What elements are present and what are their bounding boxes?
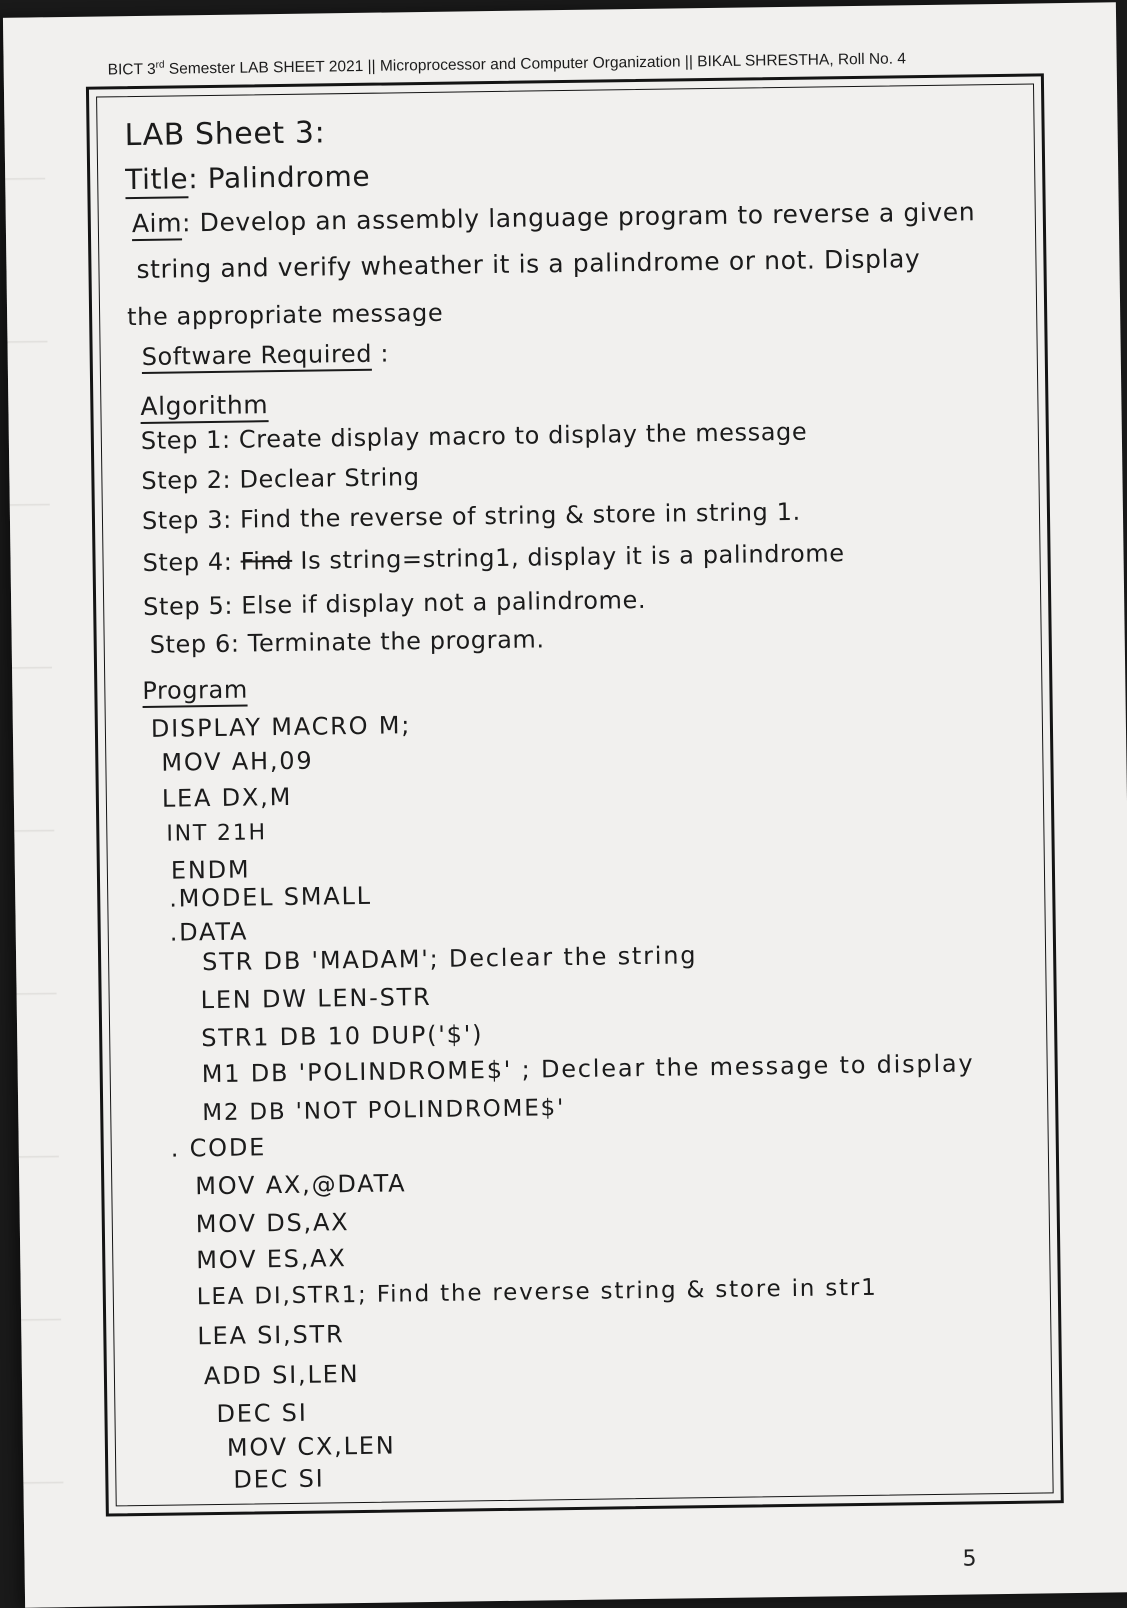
- aim-text-1: : Develop an assembly language program to reverse a given: [181, 197, 976, 238]
- code-line: MOV CX,LEN: [226, 1431, 396, 1462]
- aim-line-3: the appropriate message: [126, 298, 444, 332]
- code-line: STR DB 'MADAM'; Declear the string: [201, 941, 698, 977]
- code-line: DEC SI: [216, 1398, 308, 1429]
- header-superscript: rd: [155, 59, 165, 71]
- code-line: INT 21H: [166, 820, 268, 847]
- code-line: LEA SI,STR: [197, 1320, 345, 1351]
- lab-sheet-number: LAB Sheet 3:: [124, 115, 326, 154]
- notebook-page: [3, 2, 1127, 1607]
- software-required: [141, 339, 390, 371]
- code-line: .MODEL SMALL: [169, 881, 373, 913]
- code-line: MOV AH,09: [161, 746, 314, 777]
- software-label: Software Required: [142, 340, 373, 374]
- code-line: MOV DS,AX: [195, 1208, 350, 1239]
- code-line: . CODE: [170, 1133, 267, 1163]
- algorithm-step-5: Step 5: Else if display not a palindrome.: [142, 585, 647, 621]
- code-line: .DATA: [169, 917, 249, 947]
- code-line: ENDM: [170, 855, 251, 885]
- code-line: ADD SI,LEN: [203, 1360, 360, 1391]
- title-line: [124, 159, 371, 197]
- title-label: Title: [125, 162, 189, 199]
- code-line: M1 DB 'POLINDROME$' ; Declear the message to display: [201, 1049, 975, 1089]
- code-line: LEN DW LEN-STR: [200, 982, 432, 1015]
- algorithm-step-1: Step 1: Create display macro to display the message: [140, 417, 808, 455]
- algorithm-heading: Algorithm: [140, 392, 268, 419]
- code-line: MOV AX,@DATA: [195, 1169, 407, 1201]
- algorithm-step-6: Step 6: Terminate the program.: [149, 625, 545, 659]
- code-line: DEC SI: [233, 1464, 325, 1494]
- code-line: MOV ES,AX: [196, 1244, 347, 1275]
- code-line: DISPLAY MACRO M;: [150, 711, 412, 743]
- algorithm-step-4: Step 4: Find Is string=string1, display it is a palindrome: [142, 539, 845, 577]
- page-number: 5: [962, 1546, 977, 1572]
- aim-line-2: string and verify wheather it is a palindrome or not. Display: [136, 244, 921, 285]
- header-text-b: Semester LAB SHEET 2021 || Microprocessor and Computer Organization || BIKAL SHRESTHA, Roll No. 4: [164, 50, 907, 78]
- page-edge: [3, 17, 65, 1607]
- program-heading: Program: [142, 677, 248, 702]
- software-colon: :: [371, 339, 390, 368]
- code-line: LEA DX,M: [161, 782, 293, 813]
- header-text-a: BICT 3: [107, 60, 156, 79]
- code-line: M2 DB 'NOT POLINDROME$': [202, 1095, 566, 1127]
- algorithm-step-2: Step 2: Declear String: [141, 463, 420, 495]
- code-line: STR1 DB 10 DUP('$'): [201, 1020, 484, 1053]
- strikethrough-word: Find: [240, 546, 293, 576]
- aim-label: Aim: [132, 208, 183, 241]
- algorithm-step-3: Step 3: Find the reverse of string & store in string 1.: [141, 497, 801, 535]
- code-line: LEA DI,STR1; Find the reverse string & store in str1: [196, 1274, 878, 1311]
- title-value: : Palindrome: [188, 159, 371, 196]
